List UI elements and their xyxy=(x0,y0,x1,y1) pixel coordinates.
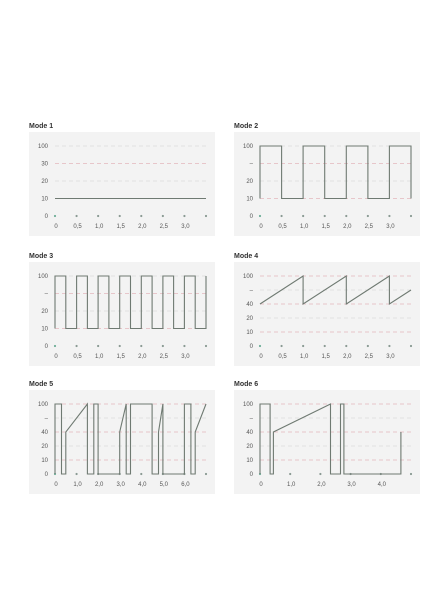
x-tick-label: 1,0 xyxy=(287,482,296,488)
x-tick-label: 2,0 xyxy=(317,482,326,488)
plot-area xyxy=(234,262,420,366)
x-tick-label: 3,0 xyxy=(386,354,395,360)
x-tick-label: 2,0 xyxy=(94,482,104,488)
x-tick-marker xyxy=(410,345,412,347)
x-tick-marker xyxy=(280,345,282,347)
x-tick-marker xyxy=(345,345,347,347)
x-tick-label: 4,0 xyxy=(377,482,386,488)
x-tick-label: 1,5 xyxy=(321,354,330,360)
y-tick-label: 100 xyxy=(242,144,253,151)
chart-title: Mode 2 xyxy=(234,123,259,130)
x-tick-label: 0,5 xyxy=(278,224,287,230)
x-tick-label: 6,0 xyxy=(181,482,190,488)
plot-area xyxy=(29,390,215,494)
signal-line xyxy=(55,276,206,329)
y-tick-label: 100 xyxy=(37,144,48,151)
y-tick-label: – xyxy=(44,291,48,298)
y-tick-label: 0 xyxy=(249,472,253,479)
x-tick-label: 2,0 xyxy=(343,224,352,230)
x-tick-marker xyxy=(205,345,207,347)
x-tick-marker xyxy=(280,215,282,217)
x-tick-label: 0,5 xyxy=(73,224,82,230)
x-tick-label: 2,0 xyxy=(138,354,147,360)
plot-area xyxy=(234,390,420,494)
x-tick-marker xyxy=(119,215,121,217)
y-tick-label: 10 xyxy=(41,196,48,203)
chart-title: Mode 6 xyxy=(234,381,259,388)
y-tick-label: 0 xyxy=(249,344,253,351)
chart-title: Mode 5 xyxy=(29,381,54,388)
y-tick-label: 10 xyxy=(41,326,48,333)
x-tick-label: 0 xyxy=(54,482,58,488)
y-tick-label: 100 xyxy=(242,274,253,281)
y-tick-label: 30 xyxy=(41,161,48,168)
x-tick-marker xyxy=(75,215,77,217)
x-tick-marker xyxy=(162,345,164,347)
x-tick-marker xyxy=(54,215,56,217)
chart-svg xyxy=(234,132,420,236)
x-tick-label: 2,5 xyxy=(159,354,169,360)
x-tick-label: 2,5 xyxy=(159,224,169,230)
y-tick-label: 20 xyxy=(41,309,48,316)
x-tick-label: 1,5 xyxy=(116,354,125,360)
x-tick-label: 2,0 xyxy=(343,354,352,360)
x-tick-marker xyxy=(302,345,304,347)
x-tick-label: 3,0 xyxy=(347,482,356,488)
y-tick-label: 0 xyxy=(249,214,253,221)
y-tick-label: 40 xyxy=(41,430,48,437)
x-tick-marker xyxy=(410,473,412,475)
x-tick-marker xyxy=(324,215,326,217)
x-tick-marker xyxy=(97,215,99,217)
x-tick-marker xyxy=(259,345,261,347)
chart-svg xyxy=(29,132,215,236)
x-tick-label: 3,0 xyxy=(386,224,395,230)
x-tick-marker xyxy=(388,215,390,217)
x-tick-marker xyxy=(183,345,185,347)
x-tick-label: 0 xyxy=(54,354,58,360)
chart-title: Mode 1 xyxy=(29,123,54,130)
x-tick-marker xyxy=(54,345,56,347)
x-tick-marker xyxy=(367,215,369,217)
x-tick-label: 2,5 xyxy=(364,224,374,230)
chart-svg xyxy=(29,262,215,366)
x-tick-label: 0,5 xyxy=(73,354,82,360)
x-tick-label: 3,0 xyxy=(181,354,190,360)
x-tick-label: 1,0 xyxy=(299,354,309,360)
x-tick-marker xyxy=(259,215,261,217)
y-tick-label: – xyxy=(249,416,253,423)
x-tick-label: 0 xyxy=(259,482,263,488)
x-tick-label: 3,0 xyxy=(116,482,125,488)
plot-area xyxy=(29,262,215,366)
chart-title: Mode 3 xyxy=(29,253,54,260)
x-tick-label: 5,0 xyxy=(159,482,169,488)
x-tick-label: 1,5 xyxy=(321,224,330,230)
x-tick-marker xyxy=(410,215,412,217)
y-tick-label: 100 xyxy=(242,402,253,409)
x-tick-marker xyxy=(183,215,185,217)
x-tick-label: 0 xyxy=(54,224,58,230)
signal-line xyxy=(55,404,206,474)
x-tick-marker xyxy=(75,345,77,347)
x-tick-marker xyxy=(75,473,77,475)
x-tick-label: 4,0 xyxy=(138,482,147,488)
x-tick-marker xyxy=(319,473,321,475)
y-tick-label: 0 xyxy=(44,472,48,479)
x-tick-label: 2,0 xyxy=(138,224,147,230)
x-tick-marker xyxy=(367,345,369,347)
x-tick-marker xyxy=(162,215,164,217)
x-tick-marker xyxy=(140,345,142,347)
signal-line xyxy=(260,146,411,199)
x-tick-marker xyxy=(345,215,347,217)
x-tick-label: 0,5 xyxy=(278,354,287,360)
y-tick-label: 20 xyxy=(41,179,48,186)
x-tick-label: 2,5 xyxy=(364,354,374,360)
y-tick-label: 40 xyxy=(246,430,253,437)
x-tick-marker xyxy=(97,345,99,347)
y-tick-label: 100 xyxy=(37,402,48,409)
y-tick-label: – xyxy=(44,416,48,423)
x-tick-marker xyxy=(302,215,304,217)
y-tick-label: 20 xyxy=(246,179,253,186)
x-tick-marker xyxy=(388,345,390,347)
plot-area xyxy=(234,132,420,236)
y-tick-label: 100 xyxy=(37,274,48,281)
chart-svg xyxy=(234,390,420,494)
y-tick-label: 10 xyxy=(246,458,253,465)
x-tick-label: 3,0 xyxy=(181,224,190,230)
x-tick-marker xyxy=(289,473,291,475)
x-tick-label: 1,0 xyxy=(94,354,104,360)
x-tick-marker xyxy=(205,473,207,475)
y-tick-label: 40 xyxy=(246,302,253,309)
chart-title: Mode 4 xyxy=(234,253,259,260)
x-tick-label: 1,0 xyxy=(94,224,104,230)
signal-line xyxy=(260,404,401,474)
x-tick-marker xyxy=(140,473,142,475)
y-tick-label: 10 xyxy=(41,458,48,465)
x-tick-label: 1,0 xyxy=(73,482,82,488)
y-tick-label: 20 xyxy=(246,316,253,323)
x-tick-label: 1,0 xyxy=(299,224,309,230)
y-tick-label: 10 xyxy=(246,196,253,203)
x-tick-marker xyxy=(205,215,207,217)
x-tick-label: 1,5 xyxy=(116,224,125,230)
chart-svg xyxy=(29,390,215,494)
chart-svg xyxy=(234,262,420,366)
y-tick-label: – xyxy=(249,288,253,295)
y-tick-label: 0 xyxy=(44,214,48,221)
y-tick-label: 20 xyxy=(246,444,253,451)
plot-area xyxy=(29,132,215,236)
x-tick-label: 0 xyxy=(259,354,263,360)
x-tick-marker xyxy=(324,345,326,347)
x-tick-marker xyxy=(140,215,142,217)
y-tick-label: 10 xyxy=(246,330,253,337)
y-tick-label: 0 xyxy=(44,344,48,351)
x-tick-marker xyxy=(119,345,121,347)
x-tick-label: 0 xyxy=(259,224,263,230)
y-tick-label: – xyxy=(249,161,253,168)
y-tick-label: 20 xyxy=(41,444,48,451)
